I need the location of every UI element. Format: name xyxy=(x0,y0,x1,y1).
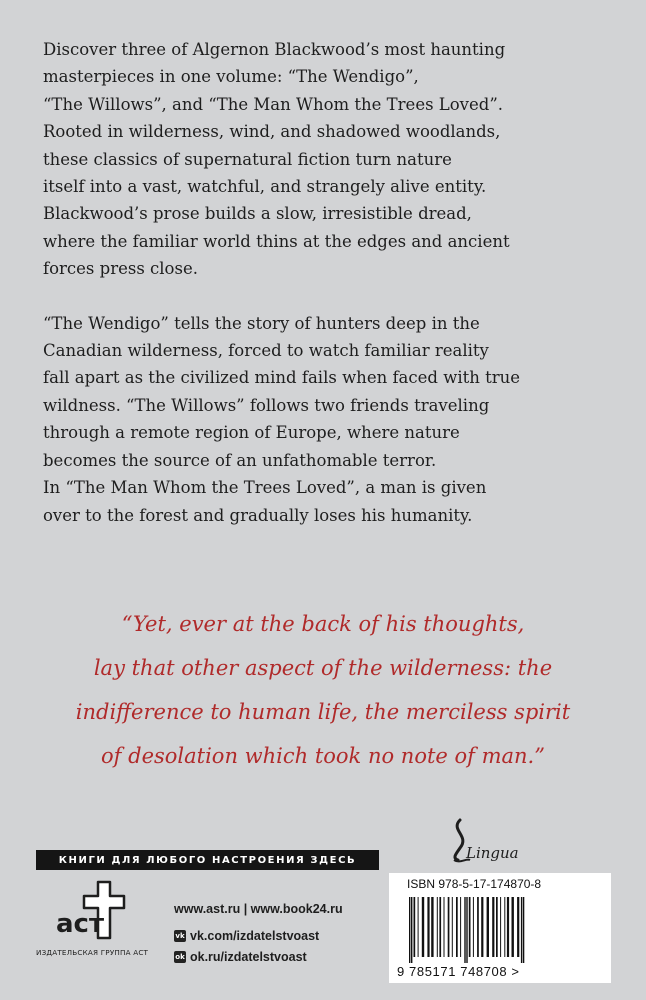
barcode-bar xyxy=(444,897,445,957)
blurb-line: becomes the source of an unfathomable terror. xyxy=(43,450,437,470)
barcode-digits: 9 785171 748708 > xyxy=(397,964,520,979)
quote-line: lay that other aspect of the wilderness: the xyxy=(93,656,553,680)
blurb-line: masterpieces in one volume: “The Wendigo”, xyxy=(43,67,419,87)
ok-icon: ok xyxy=(175,952,185,961)
barcode-bars xyxy=(407,897,597,963)
barcode-bar xyxy=(448,897,450,957)
barcode-bar xyxy=(477,897,479,957)
blurb-line: over to the forest and gradually loses his humanity. xyxy=(43,505,473,525)
barcode-bar xyxy=(427,897,429,957)
blurb-line: In “The Man Whom the Trees Loved”, a man is given xyxy=(43,478,487,498)
barcode-bar xyxy=(492,897,494,957)
isbn-label: ISBN 978-5-17-174870-8 xyxy=(407,877,542,891)
blurb-paragraph-2 xyxy=(43,310,613,529)
barcode-guard-bar xyxy=(521,897,522,963)
barcode-bar xyxy=(452,897,453,957)
barcode-guard-bar xyxy=(464,897,465,963)
blurb-line: “The Willows”, and “The Man Whom the Trees Loved”. xyxy=(43,94,504,114)
barcode-bar xyxy=(418,897,419,957)
blurb-line: Canadian wilderness, forced to watch familiar reality xyxy=(43,341,489,361)
blurb-line: forces press close. xyxy=(43,259,198,279)
barcode-bar xyxy=(431,897,433,957)
publisher-links xyxy=(174,898,343,967)
blurb-line: Rooted in wilderness, wind, and shadowed woodlands, xyxy=(43,122,501,142)
vk-icon: vk xyxy=(175,931,185,940)
barcode-bar xyxy=(422,897,424,957)
lingua-logo-icon xyxy=(446,814,526,866)
blurb-line: through a remote region of Europe, where nature xyxy=(43,423,460,443)
blurb-line: these classics of supernatural fiction turn nature xyxy=(43,149,452,169)
barcode-bar xyxy=(456,897,458,957)
barcode-bar xyxy=(496,897,498,957)
barcode-bar xyxy=(414,897,416,957)
barcode-guard-bar xyxy=(523,897,524,963)
barcode-bar xyxy=(460,897,461,957)
vk-link[interactable]: vk.com/izdatelstvoast xyxy=(190,928,320,943)
blurb xyxy=(43,36,613,556)
barcode-bar xyxy=(439,897,441,957)
barcode-bar xyxy=(507,897,509,957)
quote-line: of desolation which took no note of man.” xyxy=(101,744,545,768)
blurb-line: Discover three of Algernon Blackwood’s most haunting xyxy=(43,40,506,59)
barcode-bar xyxy=(437,897,438,957)
ast-logo-icon xyxy=(50,876,140,944)
pull-quote xyxy=(50,602,596,778)
quote-line: indifference to human life, the merciless spirit xyxy=(75,700,571,724)
barcode-guard-bar xyxy=(411,897,412,963)
barcode-bar xyxy=(481,897,483,957)
blurb-line: fall apart as the civilized mind fails when faced with true xyxy=(43,368,521,388)
barcode-bar xyxy=(473,897,474,957)
barcode-bar xyxy=(487,897,489,957)
quote-line: “Yet, ever at the back of his thoughts, xyxy=(121,612,525,636)
blurb-paragraph-1 xyxy=(43,36,613,283)
blurb-line: “The Wendigo” tells the story of hunters deep in the xyxy=(43,313,480,333)
barcode-box xyxy=(389,873,611,983)
website-links[interactable]: www.ast.ru | www.book24.ru xyxy=(174,901,343,916)
blurb-line: where the familiar world thins at the edges and ancient xyxy=(43,231,510,251)
blurb-line: wildness. “The Willows” follows two friends traveling xyxy=(43,395,490,415)
barcode-bar xyxy=(512,897,514,957)
barcode-guard-bar xyxy=(409,897,410,963)
ast-logo-text: аст xyxy=(56,909,105,939)
barcode-bar xyxy=(469,897,471,957)
barcode-bar xyxy=(504,897,505,957)
publisher-caption: ИЗДАТЕЛЬСКАЯ ГРУППА АСТ xyxy=(36,948,149,957)
blurb-line: itself into a vast, watchful, and strangely alive entity. xyxy=(43,177,487,197)
barcode-bar xyxy=(517,897,519,957)
barcode-bar xyxy=(500,897,501,957)
promo-banner: КНИГИ ДЛЯ ЛЮБОГО НАСТРОЕНИЯ ЗДЕСЬ xyxy=(36,850,379,870)
ok-link[interactable]: ok.ru/izdatelstvoast xyxy=(190,949,307,964)
lingua-wordmark: Lingua xyxy=(466,844,519,862)
barcode-guard-bar xyxy=(466,897,467,963)
blurb-line: Blackwood’s prose builds a slow, irresistible dread, xyxy=(43,204,472,224)
